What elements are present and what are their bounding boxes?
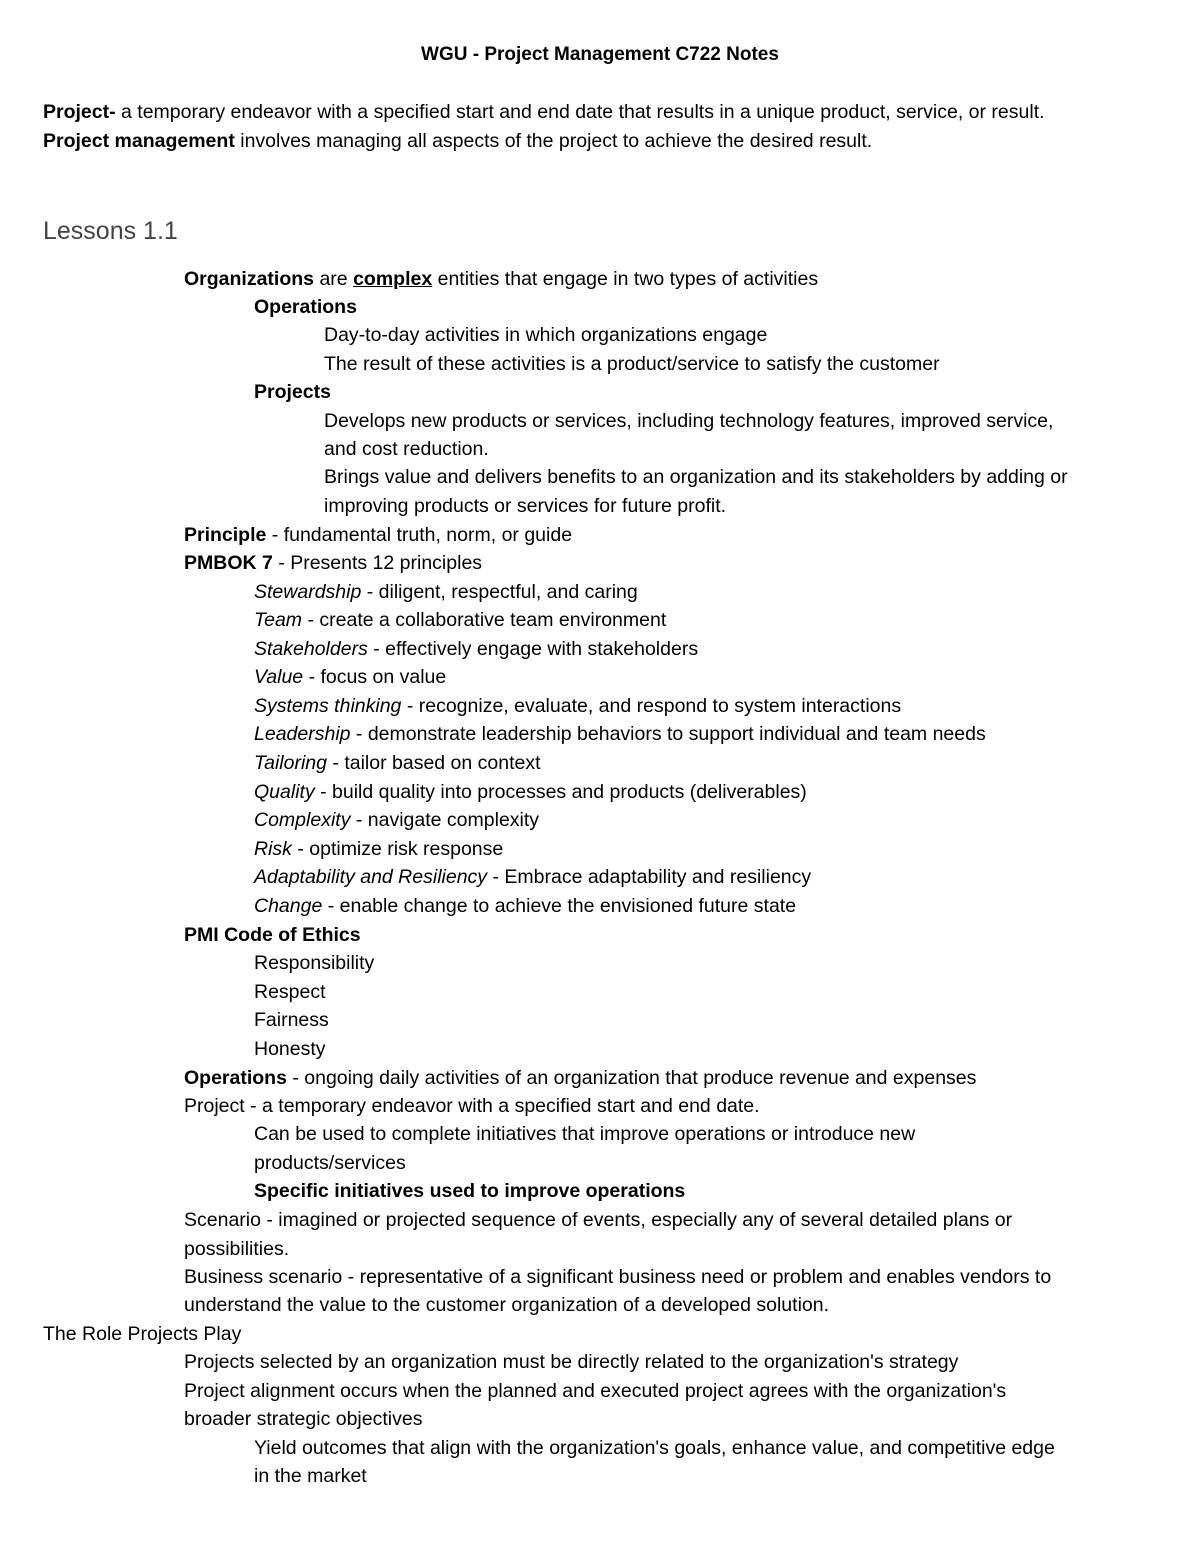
principle-item-def: - demonstrate leadership behaviors to support individual and team needs [350,723,986,745]
principle-item [254,663,446,691]
principle-item-def: - effectively engage with stakeholders [367,638,699,660]
principle-item-term: Adaptability and Resiliency [254,866,488,888]
role-line: Project alignment occurs when the planned and executed project agrees with the organization's [184,1380,1007,1402]
project-sub-bold: Specific initiatives used to improve operations [254,1180,686,1202]
principle-item-def: - Embrace adaptability and resiliency [487,866,812,888]
principle-item [254,863,811,891]
ethics-item: Responsibility [254,952,375,974]
principle-item [254,806,539,834]
pmbok-line [184,549,482,577]
principle-item-def: - create a collaborative team environment [302,609,667,631]
intro-pm-definition [43,127,872,155]
principle-term: Principle [184,524,267,546]
principle-line [184,521,572,549]
complex-term: complex [353,268,433,290]
document-title: WGU - Project Management C722 Notes [421,44,779,65]
principle-item-def: - navigate complexity [350,809,540,831]
principle-item [254,692,901,720]
business-scenario-line: understand the value to the customer organization of a developed solution. [184,1294,830,1316]
role-sub-line: Yield outcomes that align with the organization's goals, enhance value, and competitive edge [254,1437,1055,1459]
projects-line: improving products or services for future profit. [324,495,727,517]
principle-item [254,720,986,748]
projects-line: and cost reduction. [324,438,489,460]
principle-def: - fundamental truth, norm, or guide [266,524,573,546]
principle-item-term: Complexity [254,809,351,831]
business-scenario-line: Business scenario - representative of a significant business need or problem and enables vendors to [184,1266,1052,1288]
scenario-line: possibilities. [184,1238,290,1260]
principle-item-term: Systems thinking [254,695,402,717]
principle-item-def: - diligent, respectful, and caring [361,581,638,603]
scenario-line: Scenario - imagined or projected sequence of events, especially any of several detailed plans or [184,1209,1013,1231]
project-definition-text: a temporary endeavor with a specified start and end date that results in a unique product, service, or result. [115,101,1045,123]
lessons-heading: Lessons 1.1 [43,217,178,245]
organizations-are-text: are [314,268,354,290]
project-definition-2: Project - a temporary endeavor with a specified start and end date. [184,1095,760,1117]
ethics-item: Fairness [254,1009,329,1031]
ethics-item: Honesty [254,1038,326,1060]
operations-definition [184,1064,976,1092]
organizations-rest-text: entities that engage in two types of activities [432,268,819,290]
projects-line: Develops new products or services, including technology features, improved service, [324,410,1054,432]
project-sub-line: products/services [254,1152,406,1174]
organizations-line [184,265,818,293]
operations-subheading: Operations [254,296,357,318]
operations-def-text: - ongoing daily activities of an organization that produce revenue and expenses [286,1067,977,1089]
principle-item [254,835,503,863]
principle-item-term: Change [254,895,323,917]
organizations-term: Organizations [184,268,315,290]
principle-item-term: Value [254,666,304,688]
role-line: Projects selected by an organization must be directly related to the organization's strategy [184,1351,959,1373]
principle-item [254,892,796,920]
principle-item-term: Leadership [254,723,351,745]
principle-item-def: - recognize, evaluate, and respond to system interactions [401,695,902,717]
principle-item [254,578,638,606]
operations-term: Operations [184,1067,287,1089]
ethics-heading: PMI Code of Ethics [184,924,361,946]
principle-item-term: Tailoring [254,752,327,774]
principle-item-def: - tailor based on context [327,752,541,774]
principle-item-term: Stakeholders [254,638,368,660]
pmbok-term: PMBOK 7 [184,552,273,574]
pm-term: Project management [43,130,235,152]
operations-item: The result of these activities is a product/service to satisfy the customer [324,353,940,375]
projects-subheading: Projects [254,381,331,403]
project-sub-line: Can be used to complete initiatives that improve operations or introduce new [254,1123,916,1145]
principle-item-term: Quality [254,781,315,803]
principle-item-def: - focus on value [303,666,447,688]
ethics-item: Respect [254,981,326,1003]
principle-item-def: - enable change to achieve the envisioned future state [322,895,797,917]
principle-item-term: Stewardship [254,581,362,603]
intro-project-definition [43,98,1045,126]
role-sub-line: in the market [254,1465,367,1487]
principle-item-def: - build quality into processes and products (deliverables) [314,781,807,803]
principle-item [254,635,698,663]
pm-definition-text: involves managing all aspects of the project to achieve the desired result. [234,130,873,152]
principle-item [254,606,666,634]
principle-item [254,778,807,806]
projects-line: Brings value and delivers benefits to an organization and its stakeholders by adding or [324,466,1068,488]
principle-item-term: Risk [254,838,292,860]
role-line: broader strategic objectives [184,1408,423,1430]
principle-item-term: Team [254,609,303,631]
pmbok-def: - Presents 12 principles [272,552,483,574]
role-heading: The Role Projects Play [43,1323,242,1345]
principle-item-def: - optimize risk response [291,838,504,860]
principle-item [254,749,541,777]
operations-item: Day-to-day activities in which organizations engage [324,324,768,346]
project-term: Project- [43,101,116,123]
